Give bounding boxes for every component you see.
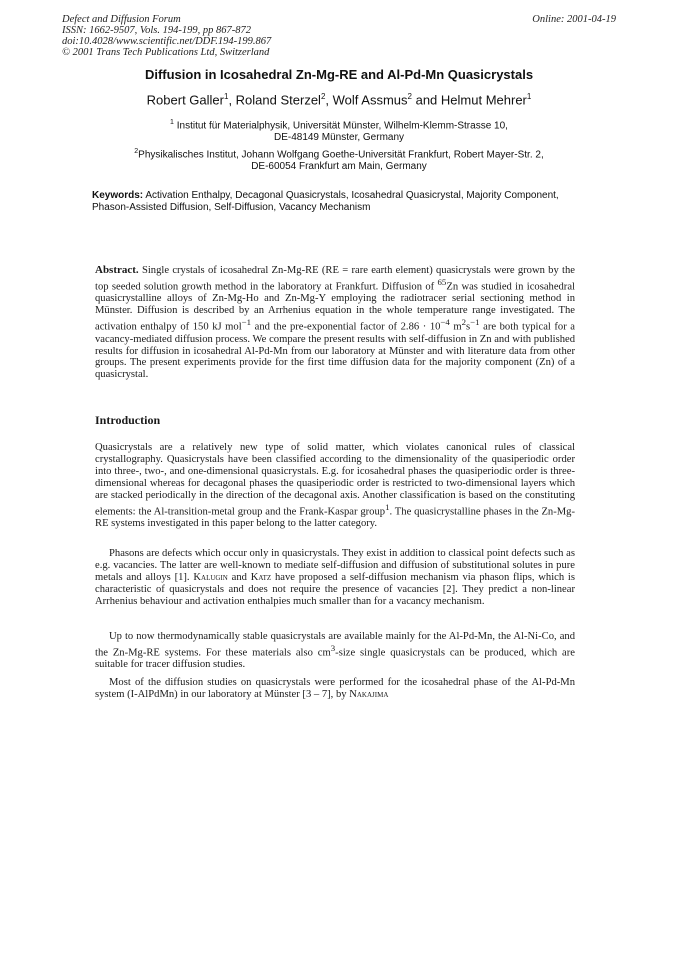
author-affiliation-mark: 2 (407, 92, 412, 101)
paragraph-text: Most of the diffusion studies on quasicrystals were performed for the icosahedral phase of the Al-Pd-Mn system (I-AlPdMn) in our laboratory at Münster [3 – 7], by (95, 677, 575, 700)
author-reference: Katz (250, 571, 272, 583)
author-reference: Kalugin (193, 571, 228, 583)
abstract-text: Zn was studied in icosahedral quasicrystalline alloys of Zn-Mg-Ho and Zn-Mg-Y employing the radiotracer serial sectioning method in Münster. Diffusion is described by an Arrhenius equation in the whole temperature range investigated. The activation enthalpy of 150 kJ mol (95, 281, 575, 333)
author-affiliation-mark: 1 (223, 92, 229, 101)
affiliation-1 (0, 117, 678, 144)
paragraph-text: Up to now thermodynamically stable quasicrystals are available mainly for the Al-Pd-Mn, the Al-Ni-Co, and the Zn-Mg-RE systems. For these materials also cm (95, 631, 575, 659)
paragraph-text: -size single quasicrystals can be produced, which are suitable for tracer diffusion studies. (95, 647, 575, 671)
abstract-text: m (449, 321, 462, 333)
affiliation-line: DE-48149 Münster, Germany (273, 132, 405, 144)
journal-issn: ISSN: 1662-9507, Vols. 194-199, pp 867-872 (62, 25, 251, 36)
paragraph-text: . The quasicrystalline phases in the Zn-Mg-RE systems investigated in this paper belong to the latter category. (95, 506, 575, 529)
section-heading-introduction: Introduction (95, 413, 161, 427)
paragraph-text: Quasicrystals are a relatively new type of solid matter, which violates canonical rules of classical crystallography. Quasicrystals have been classified according to the dimensionality of the quasiperiodic order into three-, two-, and one-dimensional quasicrystals. E.g. for icosahedral phases the quasiperiodic order is three-dimensional whereas for decagonal phases the quasiperiodic order is restricted to two-dimensional layers which are stacked periodically in the direction of the decagonal axis. Another classification is based on the constituting elements: the Al-transition-metal group and the Frank-Kaspar group (95, 442, 575, 518)
abstract-label: Abstract. (95, 264, 139, 276)
author-reference: Nakajima (349, 688, 389, 700)
paper-title: Diffusion in Icosahedral Zn-Mg-RE and Al-Pd-Mn Quasicrystals (144, 67, 534, 82)
exponent: −1 (470, 317, 480, 328)
footnote-mark[interactable]: 1 (385, 501, 390, 512)
paragraph-text: have proposed a self-diffusion mechanism via phason flips, which is characteristic of quasicrystals and does not require the presence of vacancies [2]. They predict a non-linear Arrhenius behaviour and activation enthalpies much smaller than for a vacancy mechanism. (95, 571, 576, 607)
author-name: Helmut Mehrer (440, 92, 527, 108)
author-name: Robert Galler (146, 92, 224, 108)
intro-paragraph-3 (95, 631, 575, 671)
affiliation-number: 1 (170, 119, 174, 126)
journal-info (62, 14, 271, 58)
author-separator: and (411, 92, 441, 108)
author-name: Wolf Assmus (332, 92, 408, 108)
author-separator: , (228, 92, 236, 108)
isotope-mass: 65 (437, 276, 447, 287)
keywords-block (92, 190, 592, 214)
intro-paragraph-4 (95, 677, 575, 701)
intro-paragraph-1 (95, 442, 575, 530)
paragraph-text: Phasons are defects which occur only in quasicrystals. They exist in addition to classical point defects such as e.g. vacancies. The latter are well-known to mediate self-diffusion and diffusion of substitutional solutes in pure metals and alloys [1]. (95, 548, 575, 583)
abstract-text: and the pre-exponential factor of 2.86 · 10 (251, 321, 441, 333)
affiliation-line: Physikalisches Institut, Johann Wolfgang Goethe-Universität Frankfurt, Robert Mayer-Str. 2, (138, 149, 544, 161)
intro-paragraph-2 (95, 548, 575, 608)
affiliation-line: DE-60054 Frankfurt am Main, Germany (251, 161, 427, 173)
keywords-label: Keywords: (92, 190, 144, 201)
author-affiliation-mark: 2 (320, 92, 326, 101)
abstract-text: s (466, 321, 471, 333)
journal-copyright: © 2001 Trans Tech Publications Ltd, Switzerland (62, 47, 270, 58)
author-list (0, 92, 678, 107)
keywords-text: Activation Enthalpy, Decagonal Quasicrystals, Icosahedral Quasicrystal, Majority Component, Phason-Assisted Diffusion, Self-Diffusion, Vacancy Mechanism (92, 190, 559, 213)
abstract (95, 265, 575, 381)
affiliation-2 (0, 146, 678, 173)
paragraph-text: and (227, 571, 251, 583)
online-date: Online: 2001-04-19 (532, 14, 616, 25)
affiliation-number: 2 (134, 148, 139, 155)
journal-name: Defect and Diffusion Forum (62, 14, 181, 25)
author-separator: , (325, 92, 333, 108)
exponent: −1 (241, 317, 252, 328)
abstract-text: are both typical for a vacancy-mediated diffusion process. We compare the present results with self-diffusion in Zn and with published results for diffusion in icosahedral Al-Pd-Mn from our laboratory at Münster and with literature data from other groups. The present experiments provide for the first time diffusion data for the majority component (Zn) of a quasicrystal. (95, 321, 576, 381)
journal-doi[interactable]: doi:10.4028/www.scientific.net/DDF.194-199.867 (62, 36, 272, 47)
author-name: Roland Sterzel (235, 92, 321, 108)
affiliation-line: Institut für Materialphysik, Universität Münster, Wilhelm-Klemm-Strasse 10, (176, 120, 508, 132)
exponent: −4 (440, 317, 450, 328)
exponent: 3 (330, 642, 336, 653)
exponent: 2 (461, 317, 467, 328)
author-affiliation-mark: 1 (526, 92, 532, 101)
abstract-text: Single crystals of icosahedral Zn-Mg-RE (RE = rare earth element) quasicrystals were grown by the top seeded solution growth method in the laboratory at Frankfurt. Diffusion of (95, 265, 575, 293)
